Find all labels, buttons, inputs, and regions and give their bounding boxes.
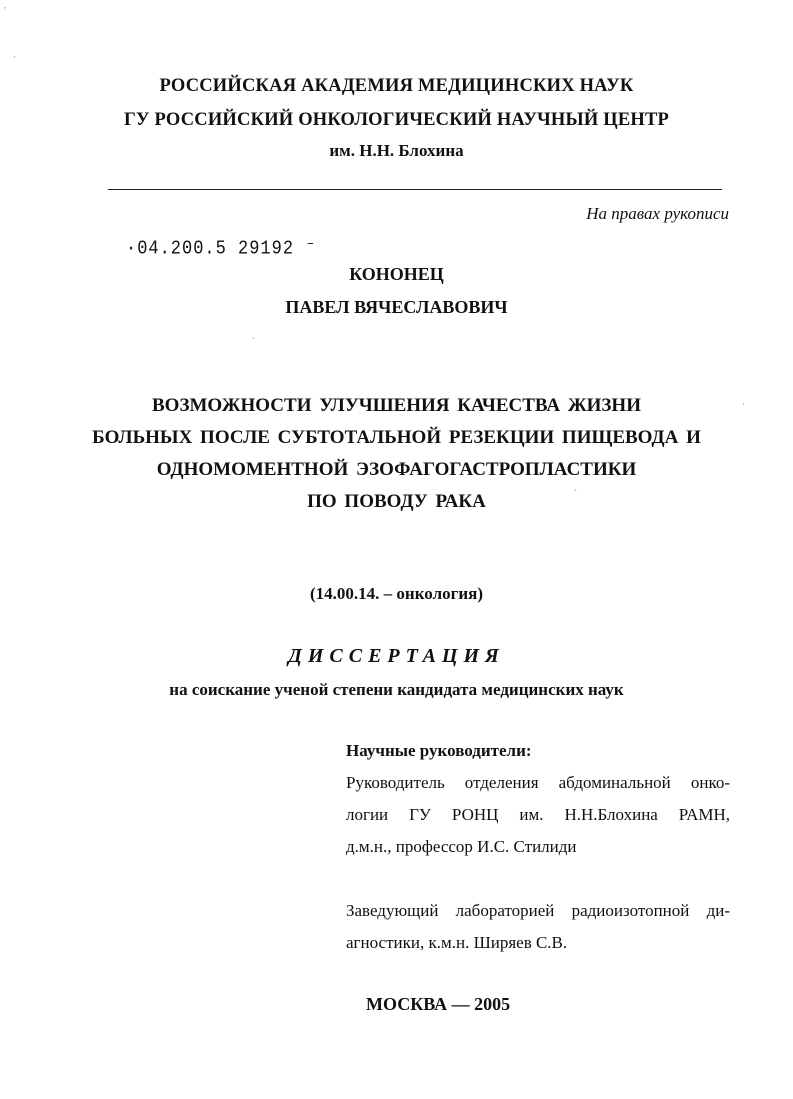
supervisor-line: д.м.н., профессор И.С. Стилиди xyxy=(346,837,577,856)
thesis-title-line: ОДНОМОМЕНТНОЙ ЭЗОФАГОГАСТРОПЛАСТИКИ xyxy=(156,459,637,480)
document-type: ДИССЕРТАЦИЯ xyxy=(288,645,505,667)
supervisor-line: Заведующий лабораторией радиоизотопной ди- xyxy=(346,901,730,920)
supervisor-line: логии ГУ РОНЦ им. Н.Н.Блохина РАМН, xyxy=(346,805,730,824)
stamp-tick-right: ⁻ xyxy=(294,238,317,261)
supervisor-line: Руководитель отделения абдоминальной онко- xyxy=(346,773,730,792)
supervisor-line: агностики, к.м.н. Ширяев С.В. xyxy=(346,933,568,952)
stamp-tick-left: · xyxy=(126,238,138,261)
specialty-code: (14.00.14. – онкология) xyxy=(310,584,483,603)
supervisor-second xyxy=(346,895,730,959)
org-center: ГУ РОССИЙСКИЙ ОНКОЛОГИЧЕСКИЙ НАУЧНЫЙ ЦЕНТР xyxy=(123,110,670,130)
city-year: МОСКВА — 2005 xyxy=(366,994,511,1014)
author-surname: КОНОНЕЦ xyxy=(349,264,444,284)
scan-speck: ˋ xyxy=(574,488,577,498)
org-named-after: им. Н.Н. Блохина xyxy=(329,141,464,160)
stamp-number: 04.200.5 29192 xyxy=(137,238,295,261)
thesis-title xyxy=(0,390,793,518)
thesis-title-line: ПО ПОВОДУ РАКА xyxy=(307,491,486,512)
header-divider xyxy=(108,189,722,190)
scan-speck: · xyxy=(13,52,16,62)
registration-stamp xyxy=(126,236,316,260)
thesis-title-line: ВОЗМОЖНОСТИ УЛУЧШЕНИЯ КАЧЕСТВА ЖИЗНИ xyxy=(152,395,641,416)
supervisors-heading: Научные руководители: xyxy=(346,741,532,760)
org-academy: РОССИЙСКАЯ АКАДЕМИЯ МЕДИЦИНСКИХ НАУК xyxy=(159,76,634,96)
scan-speck: ʳ xyxy=(4,4,6,14)
thesis-title-line: БОЛЬНЫХ ПОСЛЕ СУБТОТАЛЬНОЙ РЕЗЕКЦИИ ПИЩЕВОДА И xyxy=(92,427,701,448)
scan-speck: · xyxy=(742,399,745,409)
manuscript-note: На правах рукописи xyxy=(586,204,729,223)
degree-purpose: на соискание ученой степени кандидата медицинских наук xyxy=(169,680,624,699)
author-name: ПАВЕЛ ВЯЧЕСЛАВОВИЧ xyxy=(285,297,508,317)
scan-speck: ˋ xyxy=(252,336,255,346)
supervisor-first xyxy=(346,767,730,863)
